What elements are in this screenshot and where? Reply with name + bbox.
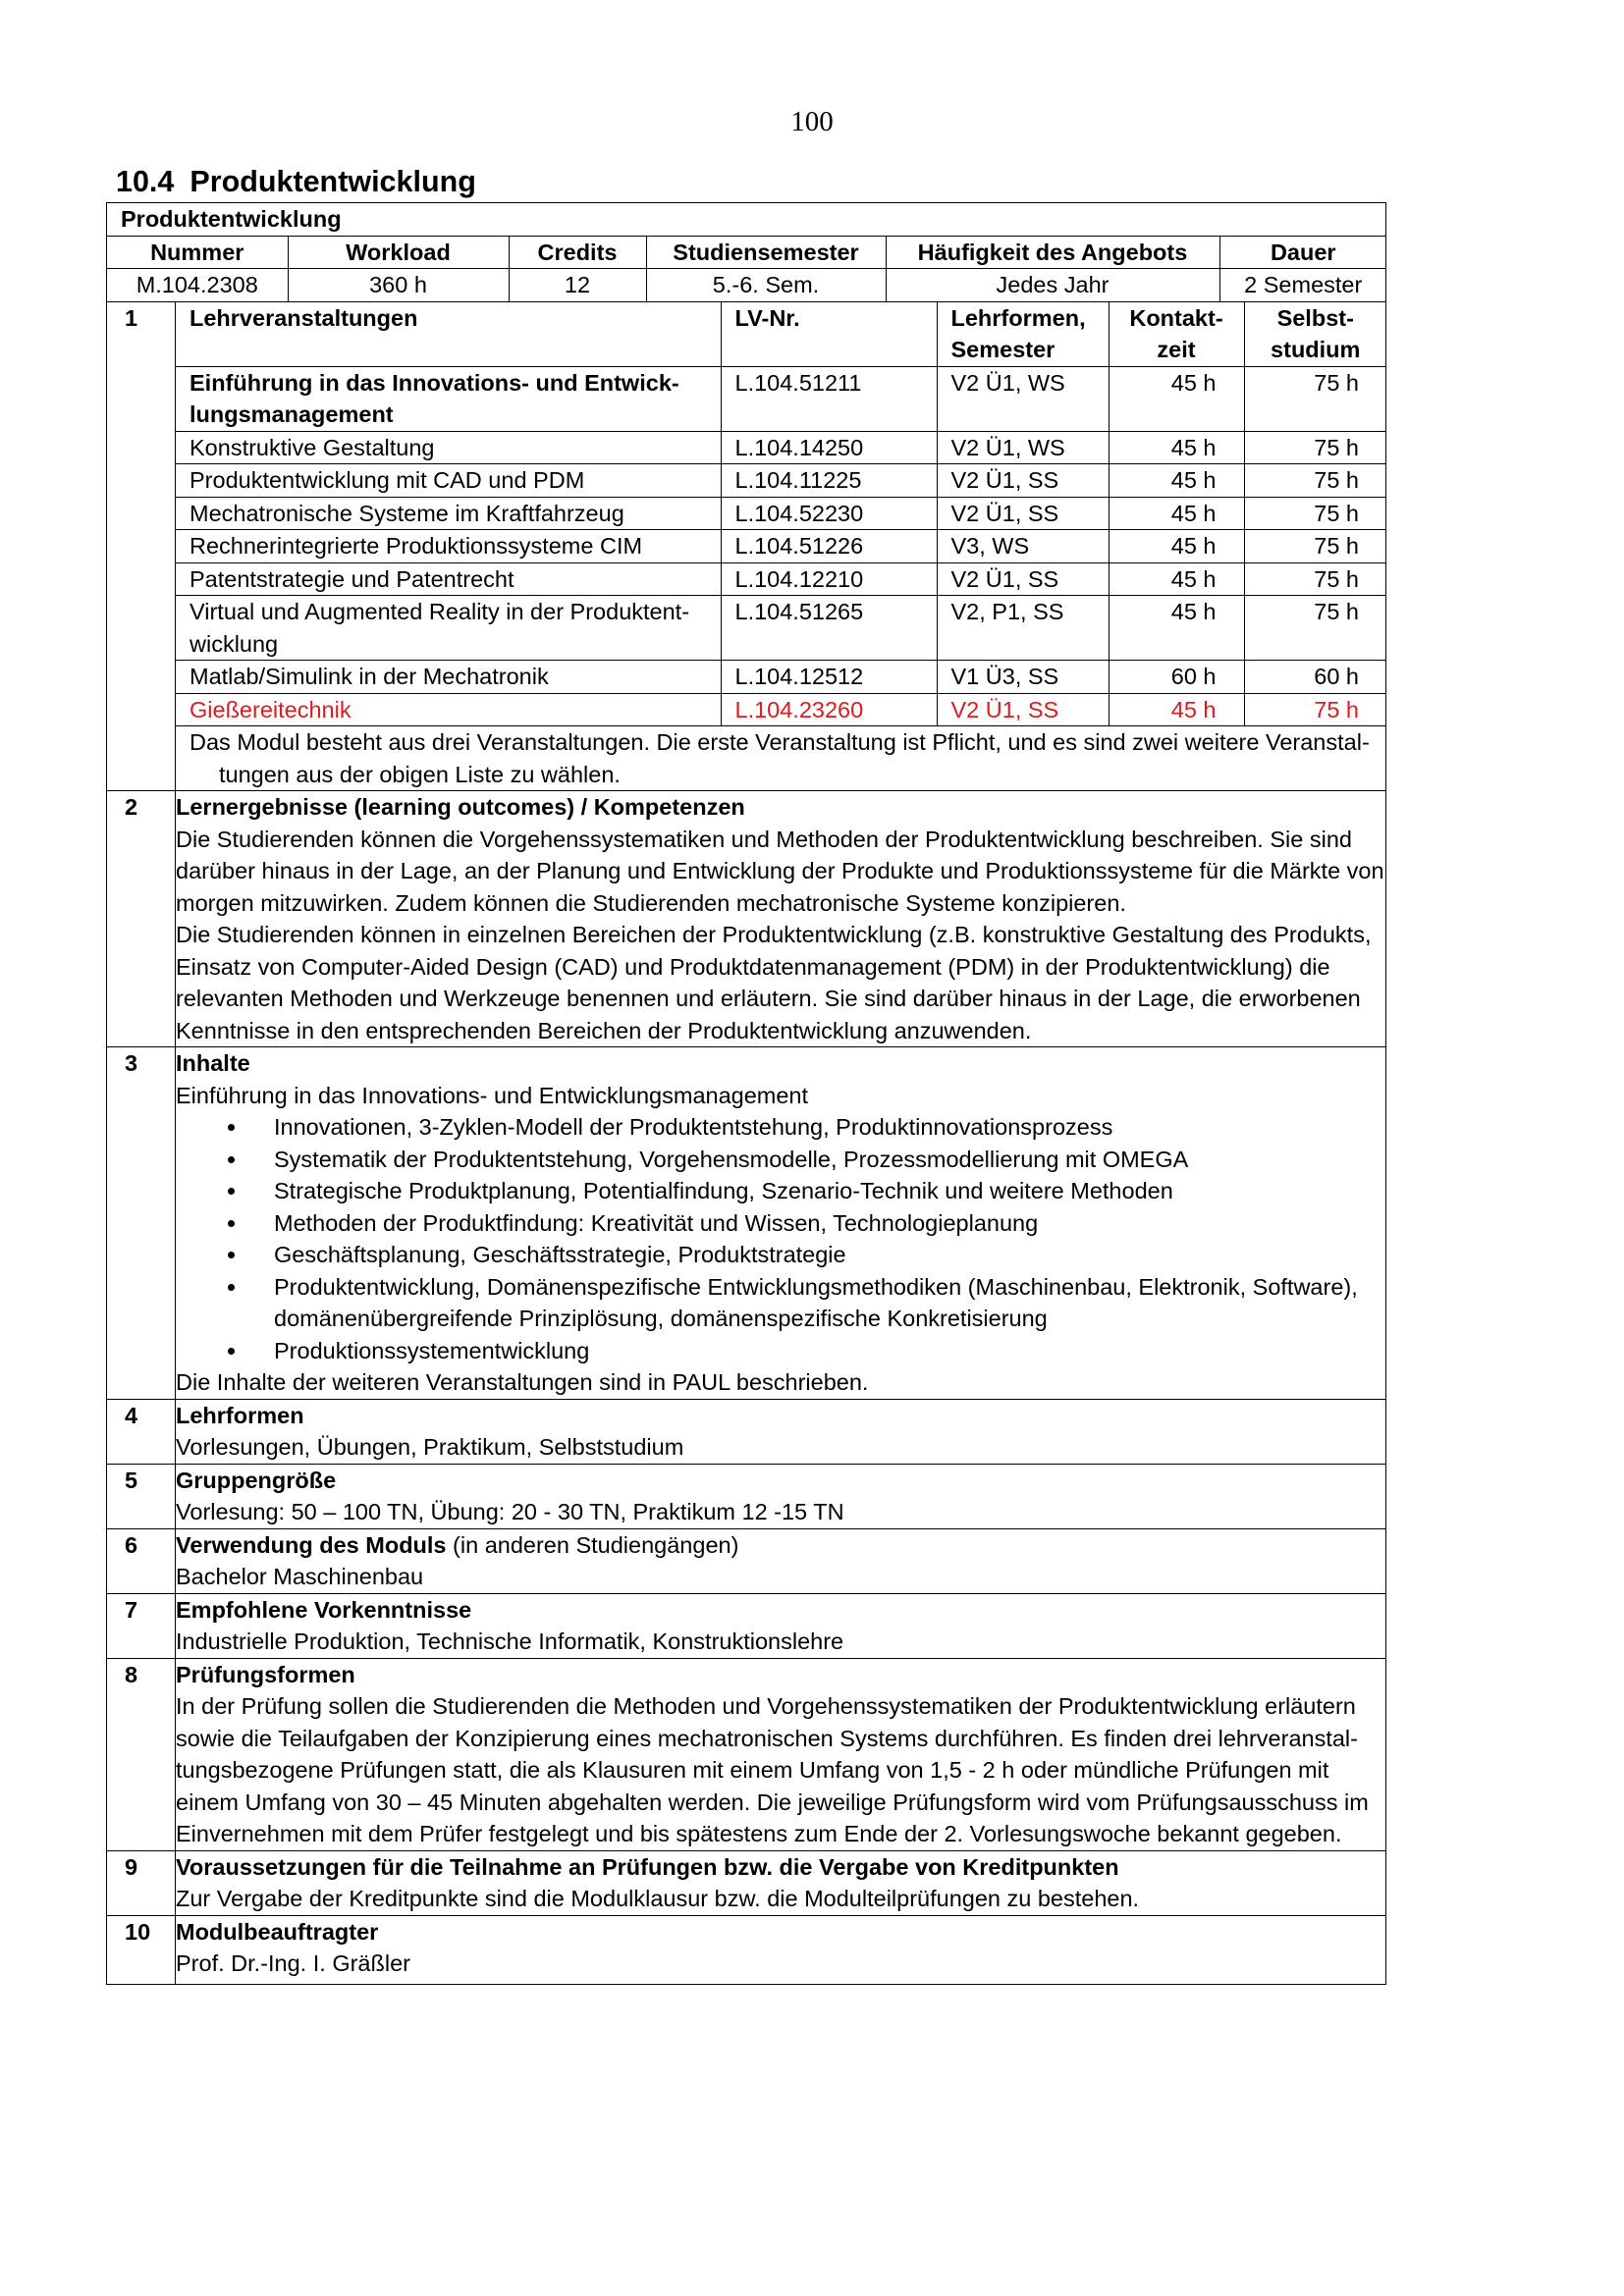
content-list — [176, 1111, 1385, 1366]
module-name: Produktentwicklung — [107, 203, 1386, 237]
course-selbst: 75 h — [1244, 431, 1386, 464]
section-10-body — [176, 1915, 1386, 1984]
course-kontakt: 45 h — [1109, 530, 1244, 563]
course-form: V2 Ü1, WS — [937, 366, 1109, 431]
section-10-number: 10 — [107, 1915, 176, 1984]
course-kontakt: 45 h — [1109, 693, 1244, 726]
courses-header-lehrformen: Lehrformen, Semester — [937, 302, 1109, 367]
course-lvnr: L.104.12210 — [721, 562, 937, 596]
section-6-text: Bachelor Maschinenbau — [176, 1564, 424, 1589]
course-name: Virtual und Augmented Reality in der Produktent- wicklung — [176, 596, 721, 661]
list-item: Systematik der Produktentstehung, Vorgehensmodelle, Prozessmodellierung mit OMEGA — [274, 1144, 1385, 1176]
courses-header-kontakt: Kontakt- zeit — [1109, 302, 1244, 367]
section-6-title-suffix: (in anderen Studiengängen) — [446, 1531, 739, 1558]
course-name: Einführung in das Innovations- und Entwick- lungsmanagement — [176, 366, 721, 431]
course-row — [176, 366, 1386, 431]
section-title: Produktentwicklung — [189, 165, 476, 198]
value-credits: 12 — [509, 269, 646, 301]
section-10-text: Prof. Dr.-Ing. I. Gräßler — [176, 1950, 410, 1976]
list-item: Produktionssystementwicklung — [274, 1335, 1385, 1367]
course-name: Patentstrategie und Patentrecht — [176, 562, 721, 596]
section-9-number: 9 — [107, 1850, 176, 1915]
course-name: Gießereitechnik — [176, 693, 721, 726]
section-number: 10.4 — [116, 165, 175, 198]
section-6-heading — [176, 1529, 1385, 1562]
list-item: Strategische Produktplanung, Potentialfindung, Szenario-Technik und weitere Methoden — [274, 1175, 1385, 1207]
header-haeufigkeit: Häufigkeit des Angebots — [886, 237, 1219, 269]
course-row — [176, 596, 1386, 661]
section-4-title: Lehrformen — [176, 1402, 304, 1428]
course-row — [176, 661, 1386, 694]
section-8-text: In der Prüfung sollen die Studierenden die Methoden und Vorgehenssystematiken der Produktentwicklung erläutern sowie die Teilaufgaben der Konzipierung eines mechatronischen Systems durchführen. Es finden drei lehrveranstal-tungsbezogene Prüfungen statt, die als Klausuren mit einem Umfang von 1,5 - 2 h oder mündliche Prüfungen mit einem Umfang von 30 – 45 Minuten abgehalten werden. Die jeweilige Prüfungsform wird vom Prüfungsausschuss im Einvernehmen mit dem Prüfer festgelegt und bis spätestens zum Ende der 2. Vorlesungswoche bekannt gegeben. — [176, 1693, 1369, 1846]
course-selbst: 75 h — [1244, 596, 1386, 661]
course-selbst: 75 h — [1244, 562, 1386, 596]
course-selbst: 75 h — [1244, 366, 1386, 431]
section-heading — [116, 163, 476, 200]
section-2-body — [176, 791, 1386, 1047]
header-dauer: Dauer — [1219, 237, 1386, 269]
course-name: Produktentwicklung mit CAD und PDM — [176, 464, 721, 498]
course-lvnr: L.104.51211 — [721, 366, 937, 431]
list-item: Innovationen, 3-Zyklen-Modell der Produktentstehung, Produktinnovationsprozess — [274, 1111, 1385, 1144]
course-name: Konstruktive Gestaltung — [176, 431, 721, 464]
header-studiensemester: Studiensemester — [646, 237, 886, 269]
header-workload: Workload — [288, 237, 509, 269]
course-lvnr: L.104.51265 — [721, 596, 937, 661]
value-workload: 360 h — [288, 269, 509, 301]
header-credits: Credits — [509, 237, 646, 269]
course-row-highlighted — [176, 693, 1386, 726]
section-7-body — [176, 1593, 1386, 1658]
section-5-body — [176, 1464, 1386, 1528]
course-lvnr: L.104.11225 — [721, 464, 937, 498]
course-kontakt: 45 h — [1109, 596, 1244, 661]
section-4-text: Vorlesungen, Übungen, Praktikum, Selbststudium — [176, 1434, 684, 1460]
section-9-text: Zur Vergabe der Kreditpunkte sind die Modulklausur bzw. die Modulteilprüfungen zu bestehen. — [176, 1886, 1140, 1911]
course-row — [176, 464, 1386, 498]
course-lvnr: L.104.51226 — [721, 530, 937, 563]
course-form: V2 Ü1, SS — [937, 562, 1109, 596]
course-kontakt: 45 h — [1109, 431, 1244, 464]
section-5-number: 5 — [107, 1464, 176, 1528]
course-form: V3, WS — [937, 530, 1109, 563]
section-2-number: 2 — [107, 791, 176, 1047]
course-kontakt: 45 h — [1109, 464, 1244, 498]
courses-header-lvnr: LV-Nr. — [721, 302, 937, 367]
course-kontakt: 45 h — [1109, 366, 1244, 431]
value-haeufigkeit: Jedes Jahr — [886, 269, 1219, 301]
section-8-title: Prüfungsformen — [176, 1661, 355, 1687]
page-number: 100 — [790, 106, 834, 137]
section-5-text: Vorlesung: 50 – 100 TN, Übung: 20 - 30 TN, Praktikum 12 -15 TN — [176, 1499, 844, 1524]
section-3-outro: Die Inhalte der weiteren Veranstaltungen sind in PAUL beschrieben. — [176, 1369, 869, 1395]
value-studiensemester: 5.-6. Sem. — [646, 269, 886, 301]
course-row — [176, 530, 1386, 563]
section-1-number: 1 — [107, 301, 176, 791]
section-4-body — [176, 1399, 1386, 1464]
course-selbst: 75 h — [1244, 464, 1386, 498]
course-kontakt: 45 h — [1109, 497, 1244, 530]
section-6-number: 6 — [107, 1528, 176, 1593]
section-3-intro: Einführung in das Innovations- und Entwicklungsmanagement — [176, 1082, 809, 1108]
course-row — [176, 431, 1386, 464]
list-item: Produktentwicklung, Domänenspezifische Entwicklungsmethodiken (Maschinenbau, Elektronik, Software), domänenübergreifende Prinziplösung, domänenspezifische Konkretisierung — [274, 1271, 1385, 1335]
section-9-title: Voraussetzungen für die Teilnahme an Prüfungen bzw. die Vergabe von Kreditpunkten — [176, 1853, 1119, 1880]
list-item: Methoden der Produktfindung: Kreativität und Wissen, Technologieplanung — [274, 1207, 1385, 1240]
section-5-title: Gruppengröße — [176, 1467, 337, 1493]
value-dauer: 2 Semester — [1219, 269, 1386, 301]
section-7-title: Empfohlene Vorkenntnisse — [176, 1596, 472, 1623]
courses-note: Das Modul besteht aus drei Veranstaltungen. Die erste Veranstaltung ist Pflicht, und es sind zwei weitere Veranstal-tungen aus der obigen Liste zu wählen. — [176, 726, 1386, 791]
course-row — [176, 497, 1386, 530]
section-8-number: 8 — [107, 1658, 176, 1850]
course-name: Matlab/Simulink in der Mechatronik — [176, 661, 721, 694]
courses-table — [176, 302, 1386, 791]
section-3-title: Inhalte — [176, 1050, 250, 1076]
course-form: V2 Ü1, SS — [937, 693, 1109, 726]
section-2-paragraph: Die Studierenden können in einzelnen Bereichen der Produktentwicklung (z.B. konstruktive Gestaltung des Produkts, Einsatz von Computer-Aided Design (CAD) und Produktdatenmanagement (PDM) in der Produktentwicklung) die relevanten Methoden und Werkzeuge benennen und erläutern. Sie sind darüber hinaus in der Lage, die erworbenen Kenntnisse in den entsprechenden Bereichen der Produktentwicklung anzuwenden. — [176, 922, 1372, 1043]
course-selbst: 75 h — [1244, 530, 1386, 563]
section-9-body — [176, 1850, 1386, 1915]
courses-header-title: Lehrveranstaltungen — [176, 302, 721, 367]
course-name: Mechatronische Systeme im Kraftfahrzeug — [176, 497, 721, 530]
section-2-title: Lernergebnisse (learning outcomes) / Kompetenzen — [176, 794, 745, 820]
section-6-body — [176, 1528, 1386, 1593]
course-form: V2 Ü1, SS — [937, 497, 1109, 530]
section-7-number: 7 — [107, 1593, 176, 1658]
course-lvnr: L.104.12512 — [721, 661, 937, 694]
course-row — [176, 562, 1386, 596]
value-nummer: M.104.2308 — [107, 269, 288, 301]
module-table — [106, 202, 1386, 1985]
course-lvnr: L.104.52230 — [721, 497, 937, 530]
section-7-text: Industrielle Produktion, Technische Informatik, Konstruktionslehre — [176, 1629, 844, 1654]
section-8-body — [176, 1658, 1386, 1850]
course-form: V1 Ü3, SS — [937, 661, 1109, 694]
module-overview-table — [107, 237, 1386, 301]
section-4-number: 4 — [107, 1399, 176, 1464]
course-form: V2 Ü1, WS — [937, 431, 1109, 464]
course-kontakt: 45 h — [1109, 562, 1244, 596]
course-name: Rechnerintegrierte Produktionssysteme CIM — [176, 530, 721, 563]
course-lvnr: L.104.23260 — [721, 693, 937, 726]
course-selbst: 75 h — [1244, 693, 1386, 726]
section-3-body — [176, 1047, 1386, 1400]
course-form: V2 Ü1, SS — [937, 464, 1109, 498]
course-selbst: 60 h — [1244, 661, 1386, 694]
section-3-number: 3 — [107, 1047, 176, 1400]
course-selbst: 75 h — [1244, 497, 1386, 530]
course-form: V2, P1, SS — [937, 596, 1109, 661]
courses-header-selbst: Selbst- studium — [1244, 302, 1386, 367]
section-6-title: Verwendung des Moduls — [176, 1531, 447, 1558]
course-lvnr: L.104.14250 — [721, 431, 937, 464]
section-10-title: Modulbeauftragter — [176, 1918, 379, 1945]
list-item: Geschäftsplanung, Geschäftsstrategie, Produktstrategie — [274, 1239, 1385, 1271]
course-kontakt: 60 h — [1109, 661, 1244, 694]
header-nummer: Nummer — [107, 237, 288, 269]
section-2-paragraph: Die Studierenden können die Vorgehenssystematiken und Methoden der Produktentwicklung beschreiben. Sie sind darüber hinaus in der Lage, an der Planung und Entwicklung der Produkte und Produktionssysteme für die Märkte von morgen mitzuwirken. Zudem können die Studierenden mechatronische Systeme konzipieren. — [176, 826, 1384, 916]
